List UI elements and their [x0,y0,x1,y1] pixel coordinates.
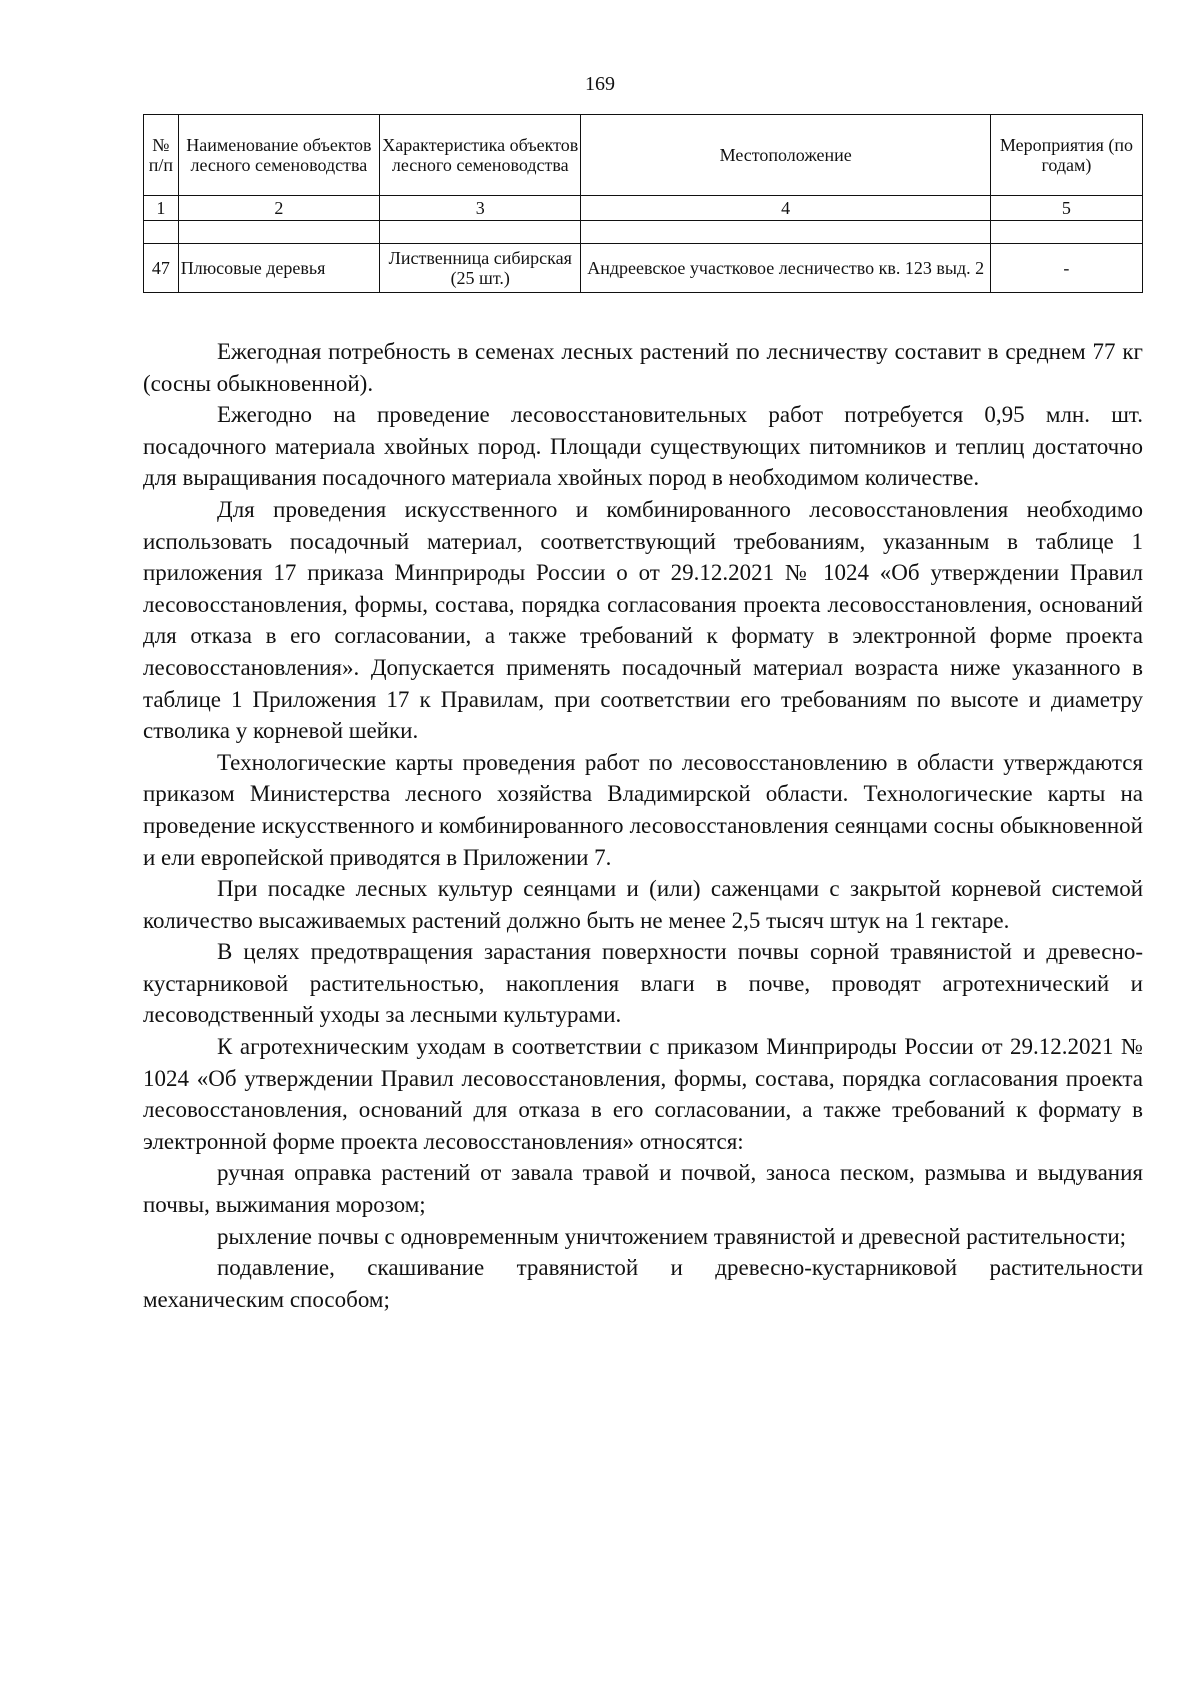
paragraph: Для проведения искусственного и комбинированного лесовосстановления необходимо использовать посадочный материал, соответствующий требованиям, указанным в таблице 1 приложения 17 приказа Минприроды России о от 29.12.2021 № 1024 «Об утверждении Правил лесовосстановления, формы, состава, порядка согласования проекта лесовосстановления, оснований для отказа в его согласовании, а также требований к формату в электронной форме проекта лесовосстановления». Допускается применять посадочный материал возраста ниже указанного в таблице 1 Приложения 17 к Правилам, при соответствии его требованиям по высоте и диаметру стволика у корневой шейки. [143,496,1143,744]
table-cell [380,221,581,244]
list-item: подавление, скашивание травянистой и древесно-кустарниковой растительности механическим способом; [143,1255,1143,1312]
column-number: 1 [144,196,179,221]
list-item: рыхление почвы с одновременным уничтожением травянистой и древесной растительности; [217,1223,1127,1249]
paragraph: Ежегодная потребность в семенах лесных растений по лесничеству составит в среднем 77 кг (сосны обыкновенной). [143,339,1143,396]
table-cell-events: - [990,244,1142,293]
table-row [144,221,1143,244]
seed-objects-table [143,114,1143,293]
table-cell-number: 47 [144,244,179,293]
list-item: ручная оправка растений от завала травой и почвой, заноса песком, размыва и выдувания почвы, выжимания морозом; [143,1160,1143,1218]
table-cell [178,221,379,244]
table-cell-object-name: Плюсовые деревья [178,244,379,293]
table-cell-location: Андреевское участковое лесничество кв. 123 выд. 2 [581,244,990,293]
header-object-characteristics: Характеристика объектов лесного семеноводства [380,115,581,196]
paragraph: В целях предотвращения зарастания поверхности почвы сорной травянистой и древесно-кустарниковой растительностью, накопления влаги в почве, проводят агротехнический и лесоводственный уходы за лесными культурами. [143,939,1143,1028]
header-events: Мероприятия (по годам) [990,115,1142,196]
column-number: 5 [990,196,1142,221]
table-cell [581,221,990,244]
table-cell [144,221,179,244]
header-location: Местоположение [581,115,990,196]
header-object-name: Наименование объектов лесного семеноводства [178,115,379,196]
table-cell [990,221,1142,244]
column-number: 2 [178,196,379,221]
paragraph: При посадке лесных культур сеянцами и (или) саженцами с закрытой корневой системой количество высаживаемых растений должно быть не менее 2,5 тысяч штук на 1 гектаре. [143,876,1143,933]
header-number: № п/п [144,115,179,196]
column-number-row [144,196,1143,221]
paragraph: Ежегодно на проведение лесовосстановительных работ потребуется 0,95 млн. шт. посадочного материала хвойных пород. Площади существующих питомников и теплиц достаточно для выращивания посадочного материала хвойных пород в необходимом количестве. [143,402,1143,491]
column-number: 3 [380,196,581,221]
table-row [144,244,1143,293]
table-header-row [144,115,1143,196]
paragraph: Технологические карты проведения работ по лесовосстановлению в области утверждаются приказом Министерства лесного хозяйства Владимирской области. Технологические карты на проведение искусственного и комбинированного лесовосстановления сеянцами сосны обыкновенной и ели европейской приводятся в Приложении 7. [143,749,1143,870]
page-number: 169 [585,73,615,95]
body-text [143,336,1143,1315]
paragraph: К агротехническим уходам в соответствии с приказом Минприроды России от 29.12.2021 № 1024 «Об утверждении Правил лесовосстановления, формы, состава, порядка согласования проекта лесовосстановления, оснований для отказа в его согласовании, а также требований к формату в электронной форме проекта лесовосстановления» относятся: [143,1034,1143,1154]
table-cell-characteristics: Лиственница сибирская (25 шт.) [380,244,581,293]
column-number: 4 [581,196,990,221]
